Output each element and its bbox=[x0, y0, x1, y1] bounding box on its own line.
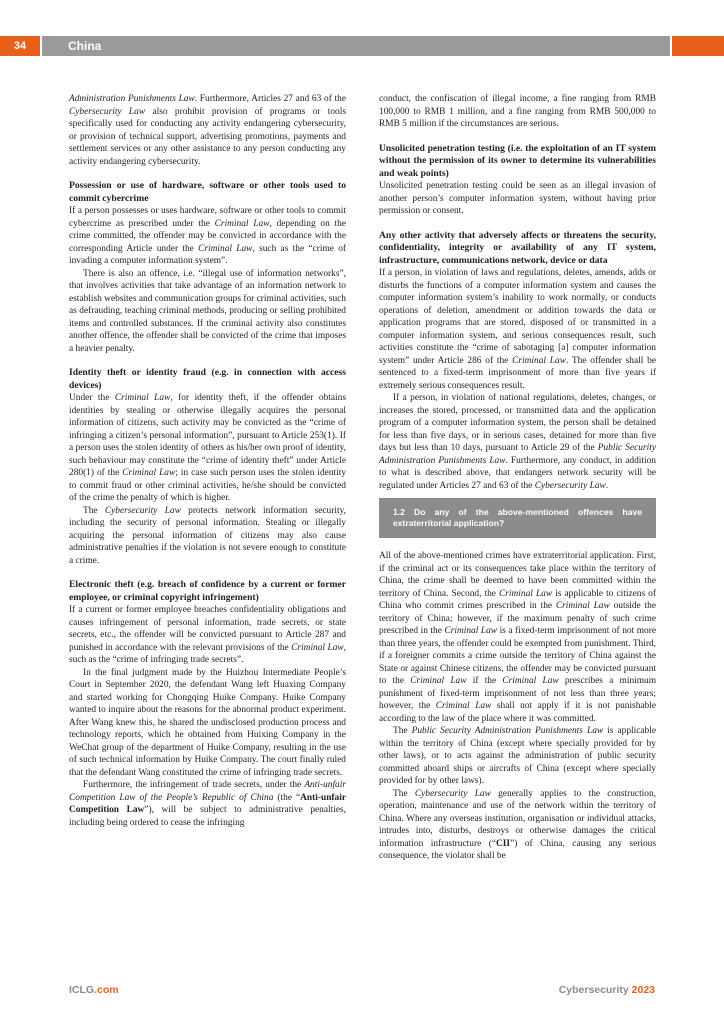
left-column bbox=[69, 93, 346, 829]
paragraph: If a person, in violation of laws and regulations, deletes, amends, adds or disturbs the functions of a computer information system and causes the computer information system’s inability to work normally, or conducts operations of deletion, amendment or addition towards the data or application programs that are stored, disposed of or transmitted in a computer information system, and serious consequences result, such activities constitute the “crime of sabotaging [a] computer information system” under Article 286 of the Criminal Law. The offender shall be sentenced to a fixed-term imprisonment of more than five years if extremely serious consequences result. bbox=[379, 268, 657, 391]
section-heading-unsolicited: Unsolicited penetration testing (i.e. the exploitation of an IT system without the permission of its owner to determine its vulnerabilities and weak points) bbox=[379, 142, 656, 179]
paragraph: Unsolicited penetration testing could be seen as an illegal invasion of another person’s computer information system, without having prior permission or consent. bbox=[379, 181, 656, 216]
header-bar bbox=[42, 36, 670, 56]
section-heading-identity: Identity theft or identity fraud (e.g. in connection with access devices) bbox=[69, 367, 346, 391]
paragraph: In the final judgment made by the Huizhou Intermediate People’s Court in September 2020, the defendant Wang left Huaxing Company and started working for Chongqing Huike Company. Huike Company wanted to inquire about the reasons for the abnormal product experiment. After Wang knew this, he shared the undisclosed production process and technology reports, which he obtained from Huixing Company in the WeChat group of the department of Huike Company, resulting in the use of such technical information by Huike Company. The court finally ruled that the defendant Wang constituted the crime of infringing trade secrets. bbox=[69, 667, 346, 778]
section-heading-possession: Possession or use of hardware, software or other tools used to commit cybercrime bbox=[69, 180, 346, 204]
paragraph: If a person possesses or uses hardware, software or other tools to commit cybercrime as prescribed under the Criminal Law, depending on the crime committed, the offender may be convicted in accordance with the corresponding Article under the Criminal Law, such as the “crime of invading a computer information system”. bbox=[69, 206, 347, 266]
section-heading-electronic: Electronic theft (e.g. breach of confidence by a current or former employee, or criminal copyright infringement) bbox=[69, 579, 346, 603]
question-box: 1.2 Do any of the above-mentioned offences have extraterritorial application? bbox=[379, 498, 656, 538]
paragraph: The Public Security Administration Punishments Law is applicable within the territory of China (except where specially provided for by other laws), or to acts against the administration of public security committed aboard ships or aircrafts of China (except where specially provided for by other laws). bbox=[379, 726, 656, 786]
header-accent-block bbox=[672, 36, 724, 56]
footer-site: ICLG.com bbox=[69, 984, 119, 996]
paragraph: The Cybersecurity Law generally applies to the construction, operation, maintenance and use of the network within the territory of China. Where any overseas institution, organisation or individual attacks, intrudes into, disturbs, destroys or otherwise damages the critical information infrastructure (“CII”) of China, causing any serious consequence, the violator shall be bbox=[379, 788, 656, 861]
paragraph: Under the Criminal Law, for identity theft, if the offender obtains identities by stealing or otherwise illegally acquires the personal information of citizens, such activity may be convicted as the “crime of infringing a citizen’s personal information”, pursuant to Article 253(1). If a person uses the stolen identity of others as his/her own proof of identity, such behaviour may constitute the “crime of identity theft” under Article 280(1) of the Criminal Law; in case such person uses the stolen identity to commit fraud or other criminal activities, he/she should be convicted of the crime the penalty of which is higher. bbox=[69, 393, 347, 503]
paragraph: conduct, the confiscation of illegal income, a fine ranging from RMB 100,000 to RMB 1 million, and a fine ranging from RMB 500,000 to RMB 5 million if the circumstances are serious. bbox=[379, 94, 656, 129]
section-heading-other: Any other activity that adversely affects or threatens the security, confidentiality, integrity or availability of any IT system, infrastructure, communications network, device or data bbox=[379, 229, 656, 266]
paragraph: Administration Punishments Law. Furthermore, Articles 27 and 63 of the Cybersecurity Law also prohibit provision of programs or tools specifically used for conducting any activity endangering cybersecurity, or provision of technical support, advertising promotions, payments and settlement services or any other assistance to any person conducting any activity endangering cybersecurity. bbox=[69, 94, 346, 167]
paragraph: All of the above-mentioned crimes have extraterritorial application. First, if the criminal act or its consequences take place within the territory of China, the crime shall be deemed to have been committed within the territory of China. Second, the Criminal Law is applicable to citizens of China who commit crimes prescribed in the Criminal Law outside the territory of China; however, if the maximum penalty of such crime prescribed in the Criminal Law is a fixed-term imprisonment of not more than three years, the offender could be exempted from punishment. Third, if a foreigner commits a crime outside the territory of China against the State or against Chinese citizens, the offender may be convicted pursuant to the Criminal Law if the Criminal Law prescribes a minimum punishment of fixed-term imprisonment of not less than three years; however, the Criminal Law shall not apply if it is not punishable according to the law of the place where it was committed. bbox=[379, 551, 657, 724]
section-title: China bbox=[68, 39, 102, 53]
paragraph: If a current or former employee breaches confidentiality obligations and causes infringement of personal information, trade secrets, or state secrets, etc., the offender will be convicted pursuant to Article 287 and punished in accordance with the relevant provisions of the Criminal Law, such as the “crime of infringing trade secrets”. bbox=[69, 605, 347, 665]
page-number: 34 bbox=[0, 36, 40, 56]
footer-publication: Cybersecurity 2023 bbox=[558, 984, 655, 996]
paragraph: If a person, in violation of national regulations, deletes, changes, or increases the stored, processed, or transmitted data and the application program of a computer information system, the person shall be detained for less than five days, or in serious cases, detained for more than five days but less than 10 days, pursuant to Article 29 of the Public Security Administration Punishments Law. Furthermore, any conduct, in addition to what is described above, that endangers network security will be regulated under Articles 27 and 63 of the Cybersecurity Law. bbox=[379, 393, 656, 491]
paragraph: Furthermore, the infringement of trade secrets, under the Anti-unfair Competition Law of the People’s Republic of China (the “Anti-unfair Competition Law”), will be subject to administrative penalties, including being ordered to cease the infringing bbox=[69, 780, 346, 828]
right-column bbox=[379, 93, 656, 863]
paragraph: There is also an offence, i.e. “illegal use of information networks”, that involves activities that take advantage of an information network to establish websites and communication groups for criminal activities, such as defrauding, teaching criminal methods, producing or selling prohibited items and controlled substances. If the criminal activity also constitutes another offence, the offender shall be convicted of the crime that imposes a heavier penalty. bbox=[69, 268, 346, 354]
paragraph: The Cybersecurity Law protects network information security, including the security of personal information. Stealing or illegally acquiring the personal information of citizens may also cause administrative penalties if the violation is not severe enough to constitute a crime. bbox=[69, 505, 346, 566]
